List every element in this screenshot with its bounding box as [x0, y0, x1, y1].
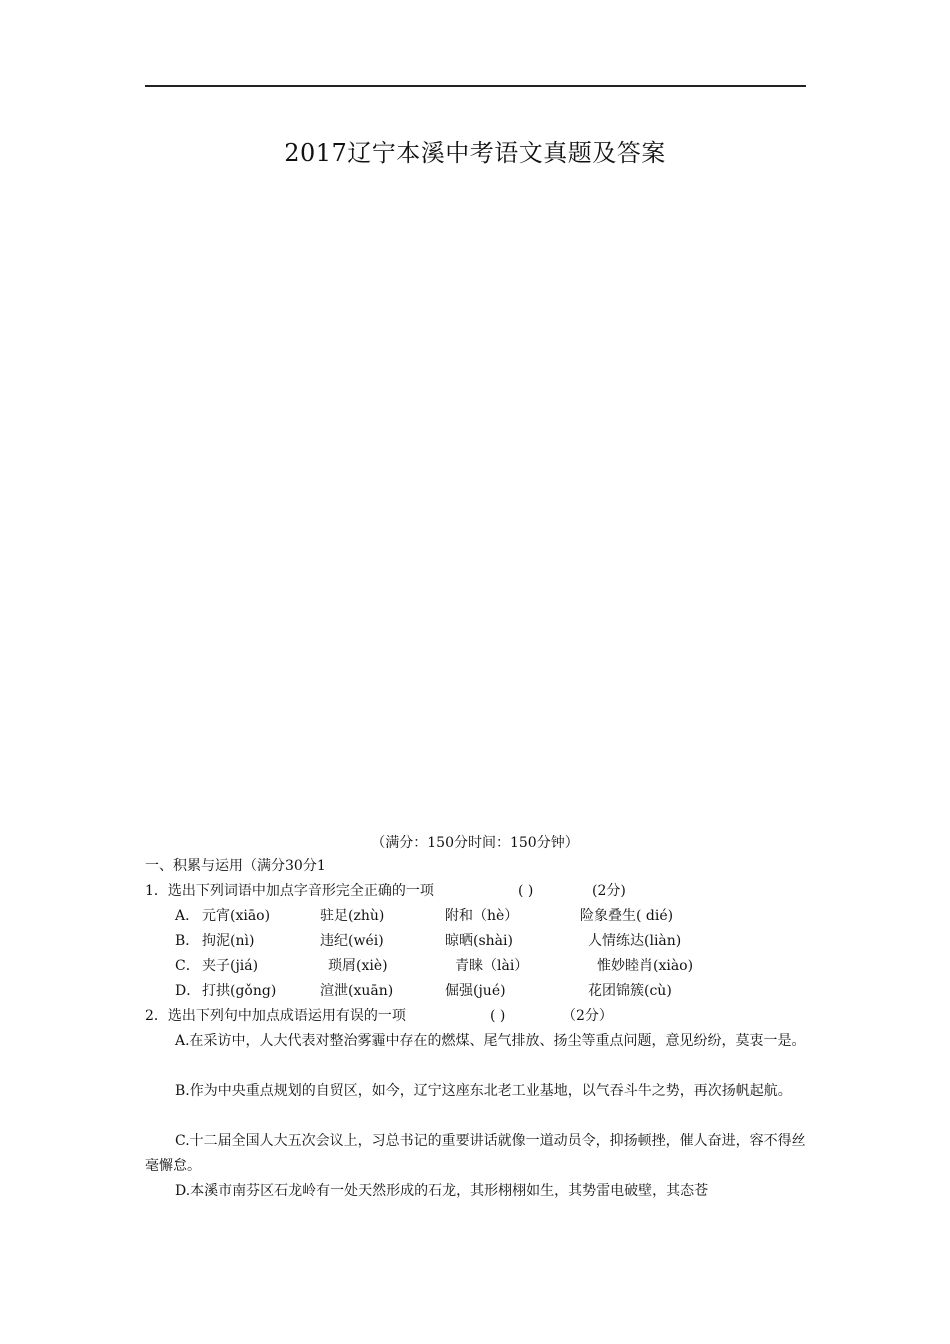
section-heading: 一、积累与运用（满分30分1 — [145, 858, 326, 874]
question-2-option-a: A.在采访中，人大代表对整治雾霾中存在的燃煤、尾气排放、扬尘等重点问题，意见纷纷，莫衷一是。 — [175, 1033, 806, 1049]
question-1-blank: ( ) — [518, 883, 534, 899]
question-1-text: 1．选出下列词语中加点字音形完全正确的一项 — [145, 883, 434, 899]
option-item: 拘泥(nì) — [202, 933, 255, 949]
option-label: A． — [175, 908, 200, 924]
question-1-option-d — [0, 982, 950, 1000]
question-1-option-c — [0, 957, 950, 975]
page-title: 2017辽宁本溪中考语文真题及答案 — [284, 139, 666, 167]
option-item: 人情练达(liàn) — [588, 933, 682, 949]
question-1-stem — [145, 882, 434, 900]
question-2-option-c: C.十二届全国人大五次会议上，习总书记的重要讲话就像一道动员令，抑扬顿挫，催人奋进，容不得丝毫懈怠。 — [145, 1133, 806, 1174]
option-label: C． — [175, 958, 200, 974]
option-item: 元宵(xiāo) — [202, 908, 271, 924]
option-label: B． — [175, 933, 200, 949]
question-2-blank: ( ) — [490, 1008, 506, 1024]
header-rule — [145, 85, 806, 87]
question-2-option-d: D.本溪市南芬区石龙岭有一处天然形成的石龙，其形栩栩如生，其势雷电破壁，其态苍 — [175, 1183, 709, 1199]
question-1-option-a — [0, 907, 950, 925]
option-item: 晾晒(shài) — [445, 933, 513, 949]
option-item: 惟妙睦肖(xiào) — [597, 958, 694, 974]
option-item: 倔强(jué) — [445, 983, 506, 999]
option-item: 险象叠生( dié) — [580, 908, 674, 924]
option-item: 违纪(wéi) — [320, 933, 384, 949]
question-1-score: (2分) — [592, 883, 626, 899]
question-2-option-b: B.作为中央重点规划的自贸区，如今，辽宁这座东北老工业基地，以气吞斗牛之势，再次扬帆起航。 — [175, 1083, 792, 1099]
option-item: 附和（hè） — [445, 908, 519, 924]
question-1-option-b — [0, 932, 950, 950]
option-item: 驻足(zhù) — [320, 908, 385, 924]
option-item: 夹子(jiá) — [202, 958, 259, 974]
option-item: 打拱(gǒng) — [202, 983, 277, 999]
option-item: 青睐（lài） — [455, 958, 529, 974]
option-item: 琐屑(xiè) — [328, 958, 388, 974]
exam-meta: （满分：150分时间：150分钟） — [371, 835, 579, 851]
option-label: D． — [175, 983, 201, 999]
option-item: 花团锦簇(cù) — [588, 983, 672, 999]
option-item: 渲泄(xuān) — [320, 983, 394, 999]
question-2-stem: 2．选出下列句中加点成语运用有误的一项 — [145, 1008, 406, 1024]
question-2-score: （2分） — [562, 1008, 613, 1024]
